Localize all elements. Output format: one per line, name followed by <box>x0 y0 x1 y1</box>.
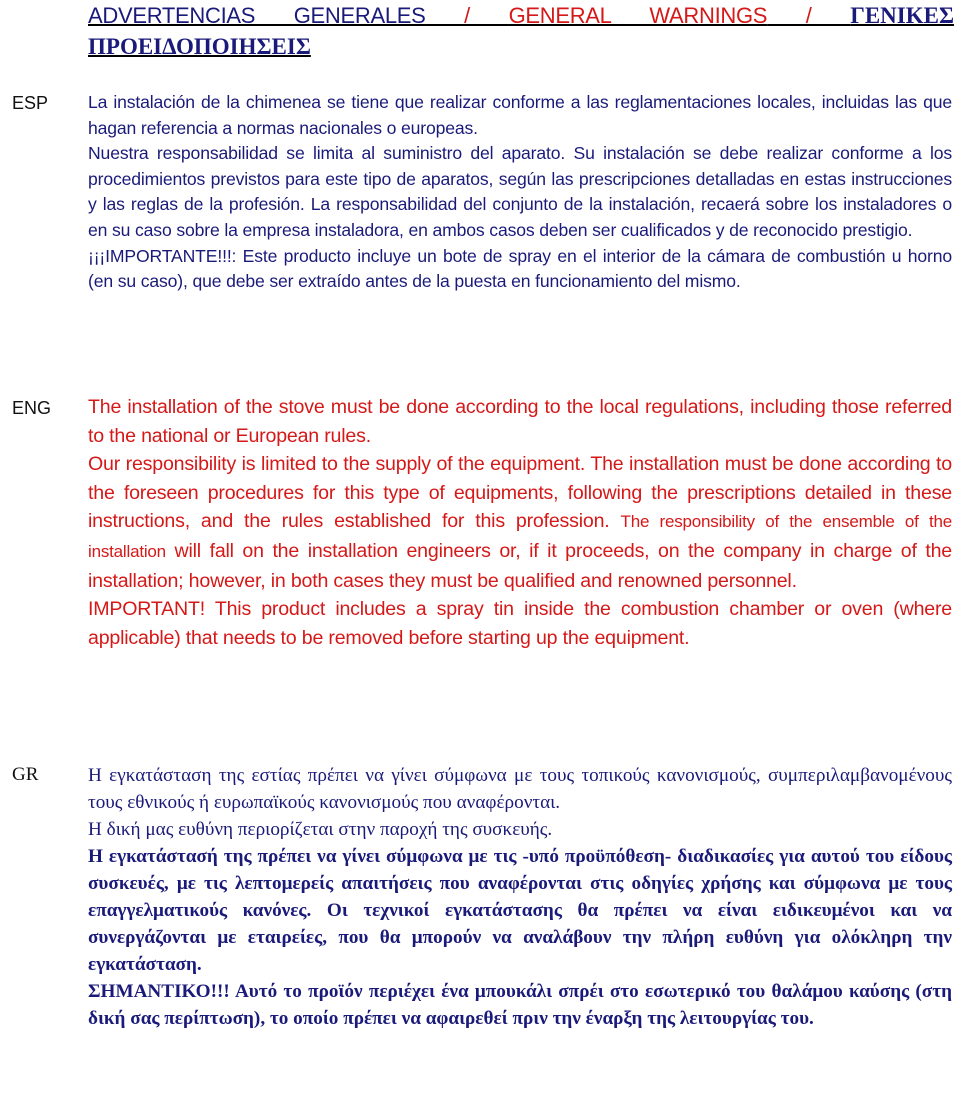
paragraph: Η εγκατάσταση της εστίας πρέπει να γίνει σύμφωνα με τους τοπικούς κανονισμούς, συμπεριλαμβανομένους τους εθνικούς ή ευρωπαϊκούς κανονισμούς που αναφέρονται. <box>88 765 952 813</box>
paragraph: IMPORTANT! This product includes a spray tin inside the combustion chamber or oven (where applicable) that needs to be removed before starting up the equipment. <box>88 598 952 649</box>
text-run: Αυτό το προϊόν περιέχει ένα μπουκάλι σπρέι στο εσωτερικό του θαλάμου καύσης (στη δική σας περίπτωση), το οποίο πρέπει να αφαιρεθεί πριν την έναρξη της λειτουργίας του. <box>88 981 952 1029</box>
title-greek: ΓΕΝΙΚΕΣ ΠΡΟΕΙΔΟΠΟΙΗΣΕΙΣ <box>88 3 955 59</box>
page-title <box>88 0 954 62</box>
title-separator: / <box>425 3 509 28</box>
paragraph: Nuestra responsabilidad se limita al suministro del aparato. Su instalación se debe realizar conforme a los procedimientos previstos para este tipo de aparatos, según las prescripciones detalladas en estas instrucciones y las reglas de la profesión. La responsabilidad del conjunto de la instalación, recaerá sobre los instaladores o en su caso sobre la empresa instaladora, en ambos casos deben ser cualificados y de reconocido prestigio. <box>88 143 952 240</box>
paragraph: Η εγκατάστασή της πρέπει να γίνει σύμφωνα με τις -υπό προϋπόθεση- διαδικασίες για αυτού του είδους συσκευές, με τις λεπτομερείς απαιτήσεις που αναφέρονται στις οδηγίες χρήσης και σύμφωνα με τους επαγγελματικούς κανόνες. Οι τεχνικοί εγκατάστασης θα πρέπει να είναι ειδικευμένοι και να συνεργάζονται με εταιρείες, που θα μπορούν να αναλάβουν την πλήρη ευθύνη για ολόκληρη την εγκατάσταση. <box>88 846 952 975</box>
title-separator: / <box>767 3 851 28</box>
language-label-esp: ESP <box>12 93 49 113</box>
paragraph: The installation of the stove must be done according to the local regulations, including those referred to the national or European rules. <box>88 396 952 447</box>
paragraph: Η δική μας ευθύνη περιορίζεται στην παροχή της συσκευής. <box>88 819 553 840</box>
paragraph <box>88 450 952 595</box>
paragraph <box>88 978 952 1032</box>
language-label-eng: ENG <box>12 398 52 418</box>
title-english: GENERAL WARNINGS <box>508 3 768 28</box>
section-spanish <box>88 90 952 295</box>
section-greek <box>88 762 952 1032</box>
paragraph: La instalación de la chimenea se tiene que realizar conforme a las reglamentaciones locales, incluidas las que hagan referencia a normas nacionales o europeas. <box>88 92 952 138</box>
text-run: ΣΗΜΑΝΤΙΚΟ!!! <box>88 981 230 1002</box>
language-label-gr: GR <box>12 764 39 785</box>
paragraph: ¡¡¡IMPORTANTE!!!: Este producto incluye un bote de spray en el interior de la cámara de combustión u horno (en su caso), que debe ser extraído antes de la puesta en funcionamiento del mismo. <box>88 245 952 292</box>
section-english <box>88 393 952 652</box>
title-spanish: ADVERTENCIAS GENERALES <box>88 3 426 28</box>
text-run: will fall on the installation engineers or, if it proceeds, on the company in charge of the installation; however, in both cases they must be qualified and renowned personnel. <box>88 539 952 592</box>
text-run: Our responsibility is limited to the supply of the equipment. The installation must be done according to the foreseen procedures for this type of equipments, following the prescriptions detailed in these instructions, and the rules established for this profession. <box>88 453 952 533</box>
text-run: The responsibility of the ensemble of the installation <box>88 512 952 561</box>
